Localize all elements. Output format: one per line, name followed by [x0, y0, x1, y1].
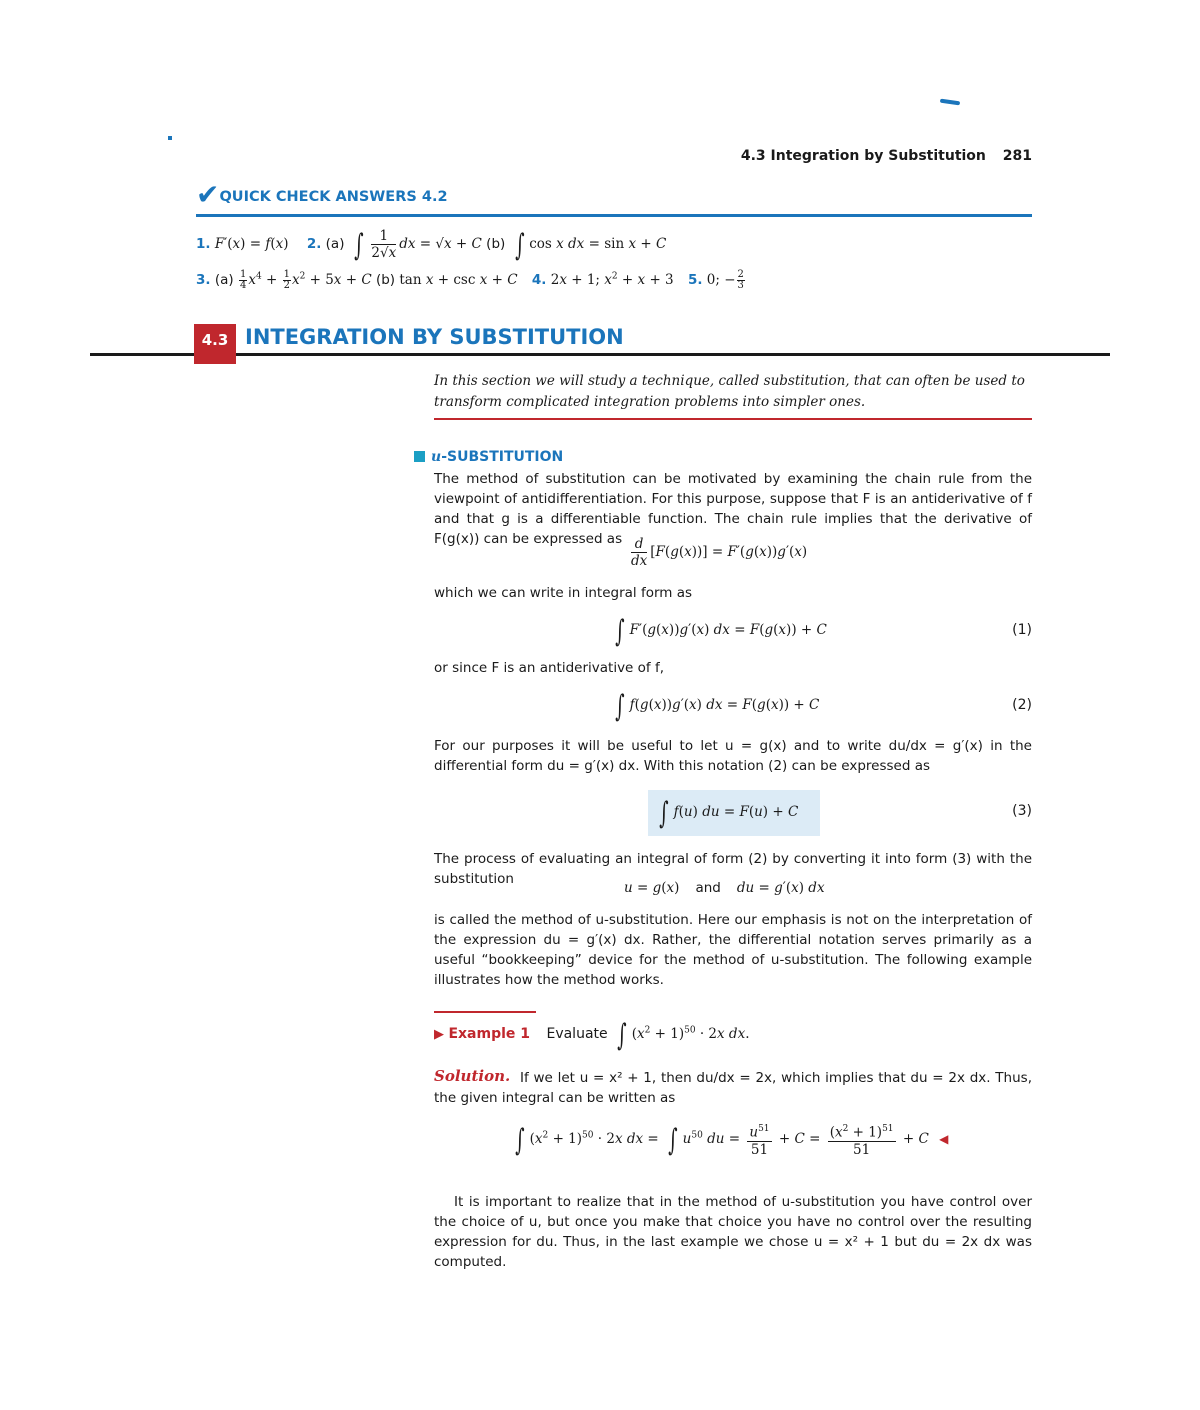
paragraph-3: or since F is an antiderivative of f, — [434, 660, 665, 676]
running-title: 4.3 Integration by Substitution — [740, 148, 986, 164]
example-arrow-icon: ▶ — [434, 1027, 444, 1042]
part-label: (a) — [325, 236, 345, 252]
section-rule — [90, 353, 1110, 356]
example-integral: ∫ $(x^2 + 1)^{50} \cdot 2x$ dx. — [617, 1018, 750, 1053]
answer-3b: tan x + csc x + C — [399, 272, 518, 288]
answer-2b: ∫ cos x dx = sin x + C — [514, 228, 667, 263]
answer-2a: ∫ $\frac{1}{2√x}$ dx = √x + C — [353, 228, 482, 263]
paragraph-4: For our purposes it will be useful to let u = g(x) and to write du/dx = g′(x) in the differential form du = g′(x) dx. With this notation (2) can be expressed as — [434, 738, 1032, 774]
substitution-connector: and — [695, 880, 721, 896]
paragraph-5: The process of evaluating an integral of form (2) by converting it into form (3) with the substitution — [434, 851, 1032, 887]
equation-2: ∫ f(g(x))g′(x) dx = F(g(x)) + C — [615, 689, 820, 724]
part-label: (b) — [375, 272, 396, 288]
equation-number-1: (1) — [1012, 622, 1032, 638]
answer-number: 3. — [196, 272, 211, 288]
answer-4: 2x + 1; $x^2 + x + 3$ — [550, 271, 674, 288]
quick-check-rule — [196, 214, 1032, 217]
part-label: (a) — [214, 272, 234, 288]
paragraph-7: If we let u = x² + 1, then du/dx = 2x, which implies that du = 2x dx. Thus, the given integral can be written as — [434, 1070, 1032, 1106]
section-title: INTEGRATION BY SUBSTITUTION — [245, 325, 624, 349]
solution-label: Solution. — [434, 1067, 511, 1085]
quick-check-header — [196, 178, 448, 211]
page-number: 281 — [1002, 148, 1032, 164]
substitution-equation: u = g(x) and du = g′(x) dx — [624, 880, 825, 896]
answer-number: 4. — [531, 272, 547, 288]
answer-1: F′(x) = f(x) — [214, 236, 289, 252]
section-number: 4.3 — [201, 331, 229, 349]
subsection-heading — [414, 449, 563, 465]
intro-rule — [434, 418, 1032, 420]
solution-equation: ∫ $(x^2 + 1)^{50} \cdot 2x$ dx = ∫ $u^{50}$ du = $\frac{u^{51}}{51}$ + C = $\frac{(x^2 + 1)^{51}}{51}$ + C ◀ — [515, 1122, 949, 1158]
equation-number-2: (2) — [1012, 697, 1032, 713]
paragraph-6: is called the method of u-substitution. Here our emphasis is not on the interpretation of the expression du = g′(x) dx. Rather, the differential notation serves primarily as a useful “bookkeeping” device for the method of u-substitution. The following example illustrates how the method works. — [434, 912, 1032, 988]
quick-check-line-2 — [196, 270, 746, 291]
paragraph-2: which we can write in integral form as — [434, 585, 693, 601]
example-rule — [434, 1011, 536, 1013]
intro-text: In this section we will study a technique, called substitution, that can often be used to transform complicated integration problems into simpler ones. — [434, 373, 1025, 410]
paragraph-1: The method of substitution can be motivated by examining the chain rule from the viewpoint of antidifferentiation. For this purpose, suppose that F is an antiderivative of f and that g is a differentiable function. The chain rule implies that the derivative of F(g(x)) can be expressed as — [434, 471, 1032, 547]
decorative-dot — [168, 136, 172, 140]
end-of-solution-icon: ◀ — [939, 1131, 949, 1146]
equation-number-3: (3) — [1012, 803, 1032, 819]
checkmark-icon: ✔ — [196, 178, 220, 211]
quick-check-title: QUICK CHECK ANSWERS 4.2 — [219, 189, 448, 205]
part-label: (b) — [486, 236, 506, 252]
equation-3: ∫ f(u) du = F(u) + C — [659, 796, 799, 831]
paragraph-8: It is important to realize that in the method of u-substitution you have control over the choice of u, but once you make that choice you have no control over the resulting expression for du. Thus, in the last example we chose u = x² + 1 but du = 2x dx was computed. — [434, 1194, 1032, 1270]
example-prompt: Evaluate — [546, 1026, 608, 1042]
subsection-u: u — [431, 449, 442, 465]
example-heading — [434, 1018, 750, 1053]
quick-check-line-1 — [196, 228, 666, 263]
running-header — [700, 148, 1032, 164]
answer-number: 5. — [687, 272, 703, 288]
equation-1: ∫ F′(g(x))g′(x) dx = F(g(x)) + C — [615, 614, 827, 649]
subsection-title: -SUBSTITUTION — [441, 449, 564, 465]
chain-rule-equation: $\frac{d}{dx}$ [F(g(x))] = F′(g(x))g′(x) — [631, 536, 808, 569]
answer-number: 1. — [196, 236, 211, 252]
example-label: Example 1 — [448, 1026, 531, 1042]
answer-5: 0; − $\frac{2}{3}$ — [706, 269, 744, 291]
answer-3a: $\frac{1}{4}$ $x^4$ + $\frac{1}{2}$ $x^2 + 5x + C$ — [239, 269, 372, 291]
square-bullet-icon — [414, 451, 425, 462]
decorative-mark — [940, 99, 960, 106]
answer-number: 2. — [306, 236, 322, 252]
section-number-box — [194, 324, 236, 364]
